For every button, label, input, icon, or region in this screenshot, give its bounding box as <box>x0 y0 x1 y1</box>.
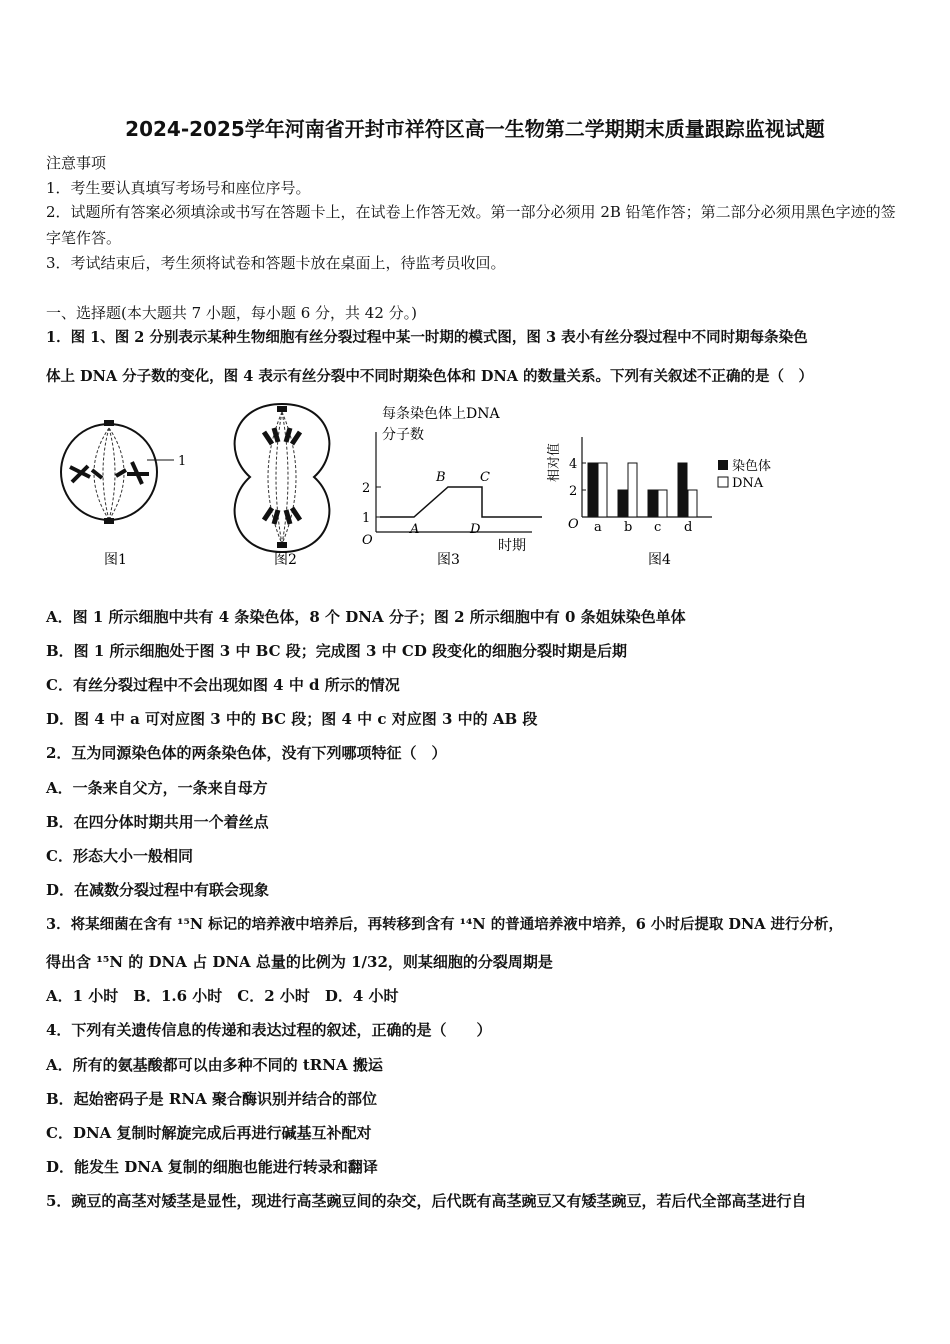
fig4-bar-a-dna <box>598 463 607 517</box>
fig3-point-label: A <box>410 522 420 537</box>
fig3-ylabel: 每条染色体上DNA <box>382 406 500 422</box>
fig2-cell-diagram <box>235 404 330 552</box>
fig4-category-label: c <box>654 520 662 535</box>
fig1-label: 图1 <box>104 552 127 568</box>
fig4-ylabel: 相对值 <box>547 442 562 482</box>
fig4-legend-item: DNA <box>732 476 764 491</box>
q1-stem: 1．图 1、图 2 分别表示某种生物细胞有丝分裂过程中某一时期的模式图，图 3 表小有丝分裂过程中不同时期每条染色 <box>46 329 808 346</box>
q4-stem: 4．下列有关遗传信息的传递和表达过程的叙述，正确的是（ ） <box>46 1021 492 1039</box>
q1-stem: 体上 DNA 分子数的变化，图 4 表示有丝分裂中不同时期染色体和 DNA 的数量关系。下列有关叙述不正确的是（ ） <box>46 368 814 385</box>
q3-options: A．1 小时 B．1.6 小时 C．2 小时 D．4 小时 <box>46 987 399 1005</box>
section-heading: 一、选择题(本大题共 7 小题，每小题 6 分，共 42 分。) <box>46 304 417 322</box>
q2-option: C．形态大小一般相同 <box>46 847 193 865</box>
q4-option: D．能发生 DNA 复制的细胞也能进行转录和翻译 <box>46 1158 378 1176</box>
notice-item: 3．考试结束后，考生须将试卷和答题卡放在桌面上，待监考员收回。 <box>46 254 506 272</box>
page-title: 2024-2025学年河南省开封市祥符区高一生物第二学期期末质量跟踪监视试题 <box>125 117 825 141</box>
fig4-bar-c-chromosome <box>648 490 657 517</box>
q4-option: B．起始密码子是 RNA 聚合酶识别并结合的部位 <box>46 1090 377 1108</box>
fig4-bar-b-chromosome <box>618 490 627 517</box>
figure-panel <box>42 392 802 577</box>
fig3-series-line <box>380 487 542 517</box>
fig2-label: 图2 <box>274 552 297 568</box>
fig4-legend-item: 染色体 <box>732 459 772 474</box>
q2-option: A．一条来自父方，一条来自母方 <box>46 779 268 797</box>
fig4-category-label: b <box>624 520 633 535</box>
notice-heading: 注意事项 <box>46 154 107 172</box>
q2-option: B．在四分体时期共用一个着丝点 <box>46 813 269 831</box>
q4-option: A．所有的氨基酸都可以由多种不同的 tRNA 搬运 <box>46 1056 383 1074</box>
fig3-point-label: B <box>436 470 446 485</box>
fig3-origin: O <box>362 533 373 548</box>
fig1-marker: 1 <box>178 454 187 469</box>
q3-stem: 3．将某细菌在含有 ¹⁵N 标记的培养液中培养后，再转移到含有 ¹⁴N 的普通培养液中培养，6 小时后提取 DNA 进行分析， <box>46 916 844 933</box>
fig3-xlabel: 时期 <box>498 538 526 554</box>
q1-option: C．有丝分裂过程中不会出现如图 4 中 d 所示的情况 <box>46 676 400 694</box>
fig4-bar-d-chromosome <box>678 463 687 517</box>
fig4-bar-d-dna <box>688 490 697 517</box>
fig3-point-label: D <box>470 522 481 537</box>
q4-option: C．DNA 复制时解旋完成后再进行碱基互补配对 <box>46 1124 372 1142</box>
fig4-legend-swatch <box>718 460 728 470</box>
fig4-bar-chart <box>569 437 712 535</box>
q3-stem: 得出含 ¹⁵N 的 DNA 占 DNA 总量的比例为 1/32，则某细胞的分裂周期是 <box>46 953 553 971</box>
q1-option: D．图 4 中 a 可对应图 3 中的 BC 段；图 4 中 c 对应图 3 中的 AB 段 <box>46 710 538 728</box>
fig4-category-label: a <box>594 520 602 535</box>
fig4-bar-b-dna <box>628 463 637 517</box>
q2-option: D．在减数分裂过程中有联会现象 <box>46 881 270 899</box>
q5-stem: 5．豌豆的高茎对矮茎是显性，现进行高茎豌豆间的杂交，后代既有高茎豌豆又有矮茎豌豆，若后代全部高茎进行自 <box>46 1192 807 1210</box>
fig4-bar-a-chromosome <box>588 463 597 517</box>
fig4-bar-c-dna <box>658 490 667 517</box>
fig4-legend-swatch <box>718 477 728 487</box>
notice-item: 2．试题所有答案必须填涂或书写在答题卡上，在试卷上作答无效。第一部分必须用 2B 铅笔作答；第二部分必须用黑色字迹的签字笔作答。 <box>46 203 896 247</box>
fig4-category-label: d <box>684 520 693 535</box>
fig3-label: 图3 <box>437 552 460 568</box>
q1-option: B．图 1 所示细胞处于图 3 中 BC 段；完成图 3 中 CD 段变化的细胞分裂时期是后期 <box>46 642 628 660</box>
fig4-origin: O <box>568 517 579 532</box>
fig3-y-tick: 1 <box>362 511 371 526</box>
fig3-y-tick: 2 <box>362 481 371 496</box>
q1-option: A．图 1 所示细胞中共有 4 条染色体，8 个 DNA 分子；图 2 所示细胞中有 0 条姐妹染色单体 <box>46 608 686 626</box>
q2-stem: 2．互为同源染色体的两条染色体，没有下列哪项特征（ ） <box>46 744 447 762</box>
fig4-label: 图4 <box>648 552 671 568</box>
notice-item: 1．考生要认真填写考场号和座位序号。 <box>46 179 311 197</box>
fig3-line-chart <box>376 432 542 532</box>
fig4-y-tick: 2 <box>569 484 578 499</box>
fig1-cell-diagram <box>61 420 174 524</box>
fig3-point-label: C <box>480 470 490 485</box>
fig3-ylabel: 分子数 <box>382 427 424 443</box>
fig4-y-tick: 4 <box>569 457 578 472</box>
